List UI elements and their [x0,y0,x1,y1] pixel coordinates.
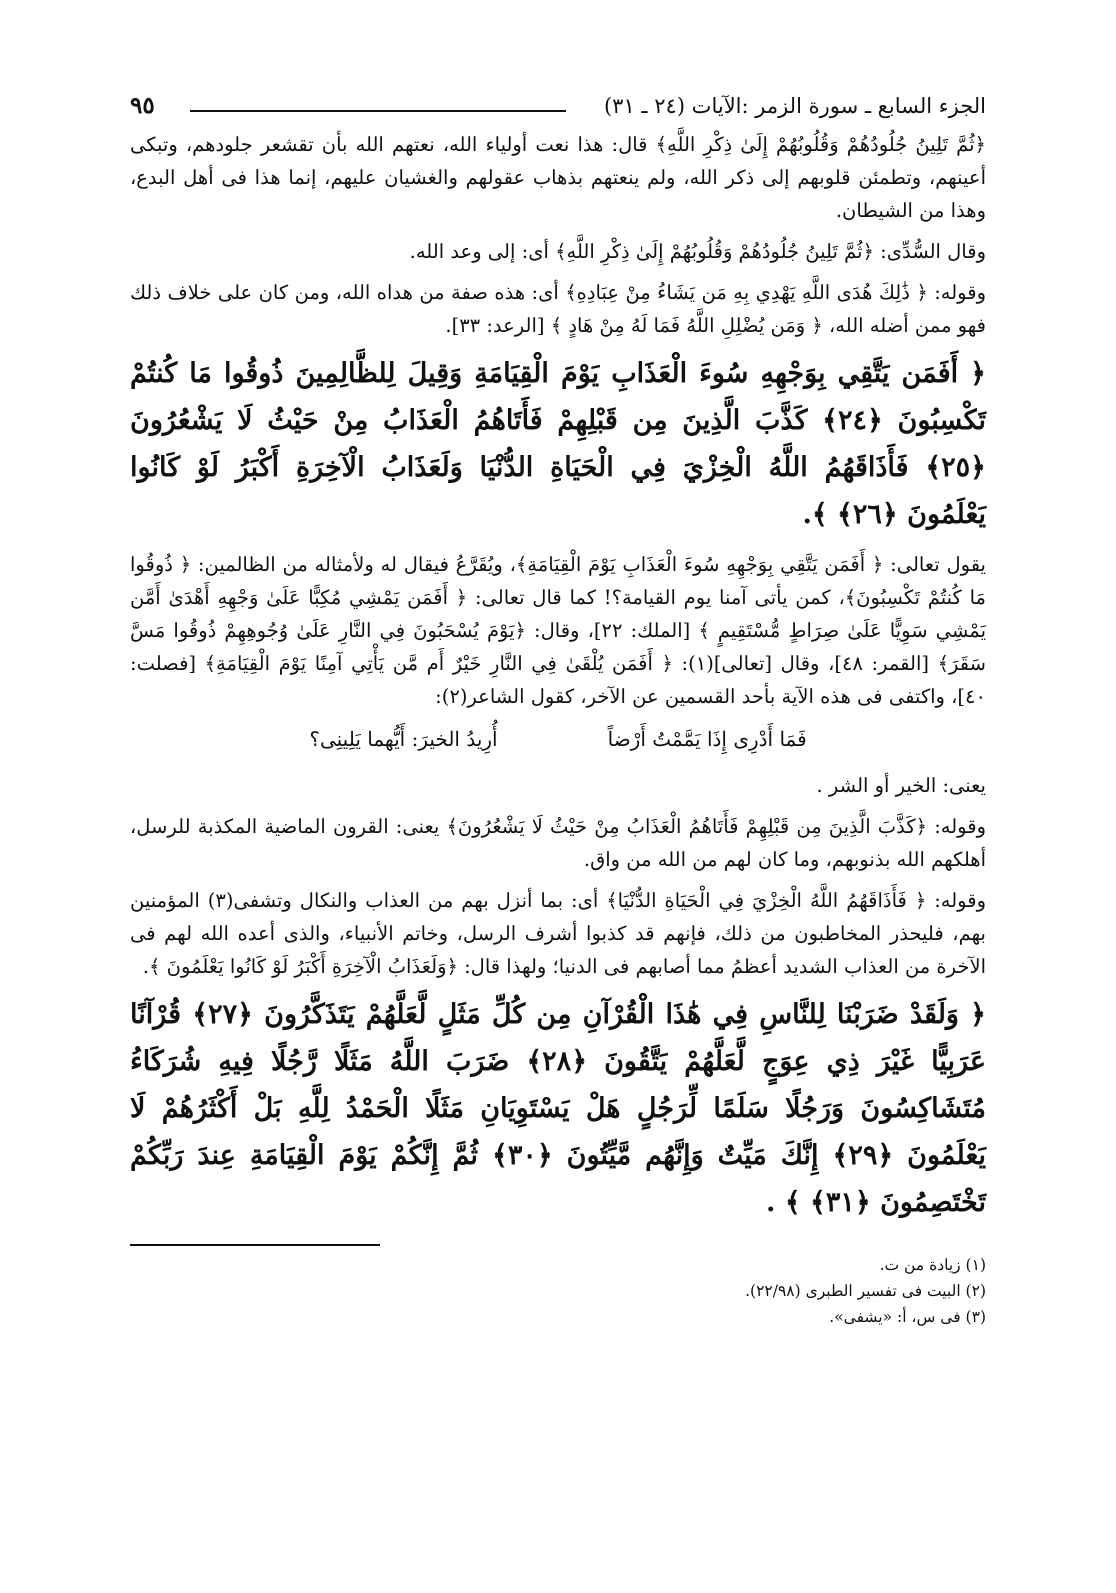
poem-verse [130,721,986,757]
paragraph-4: يقول تعالى: ﴿ أَفَمَن يَتَّقِي بِوَجْهِهِ سُوءَ الْعَذَابِ يَوْمَ الْقِيَامَةِ﴾، ويُقَرَّعُ فيقال له ولأمثاله من الظالمين: ﴿ ذُوقُوا مَا كُنتُمْ تَكْسِبُونَ﴾، كمن يأتى آمنا يوم القيامة؟! كما قال تعالى: ﴿ أَفَمَن يَمْشِي مُكِبًّا عَلَىٰ وَجْهِهِ أَهْدَىٰ أَمَّن يَمْشِي سَوِيًّا عَلَىٰ صِرَاطٍ مُّسْتَقِيمٍ ﴾ [الملك: ٢٢]، وقال: ﴿يَوْمَ يُسْحَبُونَ فِي النَّارِ عَلَىٰ وُجُوهِهِمْ ذُوقُوا مَسَّ سَقَرَ﴾ [القمر: ٤٨]، وقال [تعالى](١): ﴿ أَفَمَن يُلْقَىٰ فِي النَّارِ خَيْرٌ أَم مَّن يَأْتِي آمِنًا يَوْمَ الْقِيَامَةِ﴾ [فصلت: ٤٠]، واكتفى فى هذه الآية بأحد القسمين عن الآخر، كقول الشاعر(٢): [130,553,986,708]
paragraph-7: وقوله: ﴿ فَأَذَاقَهُمُ اللَّهُ الْخِزْيَ فِي الْحَيَاةِ الدُّنْيَا﴾ أى: بما أنزل بهم من العذاب والنكال وتشفى(٣) المؤمنين بهم، فليحذر المخاطبون من ذلك، فإنهم قد كذبوا أشرف الرسل، وخاتم الأنبياء، والذى أعده الله لهم فى الآخرة من العذاب الشديد أعظمُ مما أصابهم فى الدنيا؛ ولهذا قال: ﴿وَلَعَذَابُ الْآخِرَةِ أَكْبَرُ لَوْ كَانُوا يَعْلَمُونَ ﴾. [130,889,986,978]
paragraph-1: ﴿ثُمَّ تَلِينُ جُلُودُهُمْ وَقُلُوبُهُمْ إِلَىٰ ذِكْرِ اللَّهِ﴾ قال: هذا نعت أولياء الله، نعتهم الله بأن تقشعر جلودهم، وتبكى أعينهم، وتطمئن قلوبهم إلى ذكر الله، ولم ينعتهم بذهاب عقولهم والغشيان عليهم، إنما هذا فى أهل البدع، وهذا من الشيطان. [130,133,986,222]
paragraph-5: يعنى: الخير أو الشر . [816,774,986,797]
paragraph-6: وقوله: ﴿كَذَّبَ الَّذِينَ مِن قَبْلِهِمْ فَأَتَاهُمُ الْعَذَابُ مِنْ حَيْثُ لَا يَشْعُرُونَ﴾ يعنى: القرون الماضية المكذبة للرسل، أهلكهم الله بذنوبهم، وما كان لهم من الله من واق. [130,815,986,871]
poem-first-hemistich: فَمَا أَدْرِى إِذَا يَمَّمْتُ أَرْضاً [607,727,807,751]
paragraph-2: وقال السُّدِّى: ﴿ثُمَّ تَلِينُ جُلُودُهُمْ وَقُلُوبُهُمْ إِلَىٰ ذِكْرِ اللَّهِ﴾ أى: إلى وعد الله. [409,240,986,263]
running-title: الجزء السابع ـ سورة الزمر :الآيات (٢٤ ـ ٣١) [603,94,986,118]
footnote-2: (٢) البيت فى تفسير الطبرى (٢٢/٩٨). [745,1282,986,1300]
paragraph-3: وقوله: ﴿ ذَٰلِكَ هُدَى اللَّهِ يَهْدِي بِهِ مَن يَشَاءُ مِنْ عِبَادِهِ﴾ أى: هذه صفة من هداه الله، ومن كان على خلاف ذلك فهو ممن أضله الله، ﴿ وَمَن يُضْلِلِ اللَّهُ فَمَا لَهُ مِنْ هَادٍ ﴾ [الرعد: ٣٣]. [130,281,986,337]
quran-verses-27-31: ﴿ وَلَقَدْ ضَرَبْنَا لِلنَّاسِ فِي هَٰذَا الْقُرْآنِ مِن كُلِّ مَثَلٍ لَّعَلَّهُمْ يَتَذَكَّرُونَ ﴿٢٧﴾ قُرْآنًا عَرَبِيًّا غَيْرَ ذِي عِوَجٍ لَّعَلَّهُمْ يَتَّقُونَ ﴿٢٨﴾ ضَرَبَ اللَّهُ مَثَلًا رَّجُلًا فِيهِ شُرَكَاءُ مُتَشَاكِسُونَ وَرَجُلًا سَلَمًا لِّرَجُلٍ هَلْ يَسْتَوِيَانِ مَثَلًا الْحَمْدُ لِلَّهِ بَلْ أَكْثَرُهُمْ لَا يَعْلَمُونَ ﴿٢٩﴾ إِنَّكَ مَيِّتٌ وَإِنَّهُم مَّيِّتُونَ ﴿٣٠﴾ ثُمَّ إِنَّكُمْ يَوْمَ الْقِيَامَةِ عِندَ رَبِّكُمْ تَخْتَصِمُونَ ﴿٣١﴾ ﴾ . [130,999,986,1218]
page-header [130,88,986,128]
quran-verses-24-26: ﴿ أَفَمَن يَتَّقِي بِوَجْهِهِ سُوءَ الْعَذَابِ يَوْمَ الْقِيَامَةِ وَقِيلَ لِلظَّالِمِينَ ذُوقُوا مَا كُنتُمْ تَكْسِبُونَ ﴿٢٤﴾ كَذَّبَ الَّذِينَ مِن قَبْلِهِمْ فَأَتَاهُمُ الْعَذَابُ مِنْ حَيْثُ لَا يَشْعُرُونَ ﴿٢٥﴾ فَأَذَاقَهُمُ اللَّهُ الْخِزْيَ فِي الْحَيَاةِ الدُّنْيَا وَلَعَذَابُ الْآخِرَةِ أَكْبَرُ لَوْ كَانُوا يَعْلَمُونَ ﴿٢٦﴾ ﴾. [130,358,986,530]
poem-second-hemistich: أُرِيدُ الخيرَ: أَيُّهما يَلِينِى؟ [309,727,498,751]
footnote-rule [130,1244,380,1246]
footnote-1: (١) زيادة من ت. [879,1256,986,1274]
header-rule [190,110,566,112]
footnotes [130,1252,986,1330]
page [130,88,986,1330]
page-number: ٩٥ [130,92,155,119]
footnote-3: (٣) فى س، أ: «يشفى». [829,1308,986,1326]
